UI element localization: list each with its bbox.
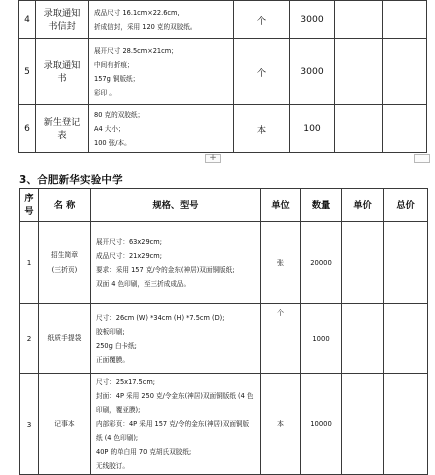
- item-spec: [89, 105, 234, 153]
- name-line: 记事本: [54, 419, 75, 428]
- spec-line: 双面 4 色印刷，至三折成成品。: [96, 279, 191, 288]
- header-name: 名 称: [39, 189, 91, 222]
- item-unit-price: [342, 222, 384, 304]
- table-row: [19, 1, 427, 39]
- item-quantity: 3000: [290, 39, 335, 105]
- item-unit-price: [335, 1, 383, 39]
- item-spec: [91, 222, 261, 304]
- table-resize-handle-icon[interactable]: [414, 154, 430, 163]
- item-unit-price: [335, 105, 383, 153]
- spec-line: 正面覆膜。: [96, 355, 129, 364]
- item-unit: 个: [261, 304, 301, 374]
- header-serial: 序号: [20, 189, 39, 222]
- item-unit: 个: [234, 1, 290, 39]
- spec-line: 中间有折痕；: [94, 60, 134, 69]
- item-unit: 本: [261, 374, 301, 475]
- header-unit-price: 单价: [342, 189, 384, 222]
- item-name: [39, 222, 91, 304]
- item-unit: 个: [234, 39, 290, 105]
- item-unit-price: [335, 39, 383, 105]
- spec-line: 展开尺寸：63x29cm;: [96, 237, 162, 246]
- header-unit: 单位: [261, 189, 301, 222]
- spec-line: 157g 铜版纸；: [94, 74, 140, 83]
- item-quantity: 1000: [301, 304, 342, 374]
- spec-line: 成品尺寸 16.1cm×22.6cm,: [94, 8, 180, 17]
- table-row: [20, 304, 428, 374]
- item-name: [39, 374, 91, 475]
- item-unit: 本: [234, 105, 290, 153]
- item-spec: [89, 1, 234, 39]
- item-total-price: [383, 39, 427, 105]
- header-total-price: 总价: [384, 189, 428, 222]
- header-spec: 规格、型号: [91, 189, 261, 222]
- item-total-price: [383, 1, 427, 39]
- table-insert-handle-icon[interactable]: +: [205, 154, 221, 163]
- spec-line: 封面：4P 采用 250 克/令金东(神居)双面铜版纸 (4 色印刷，覆亚膜);: [96, 392, 254, 414]
- section-heading: 3、合肥新华实验中学: [19, 174, 123, 186]
- spec-line: 要求：采用 157 克/令的金东(神居)双面铜版纸;: [96, 265, 235, 274]
- spec-line: 内部彩页：4P 采用 157 克/令的金东(神居)双面铜版纸 (4 色印刷);: [96, 420, 250, 442]
- spec-line: 彩印 。: [94, 88, 116, 97]
- spec-line: 40P 的单白用 70 克胡氏双胶纸;: [96, 448, 192, 456]
- item-name: 录取通知书: [36, 39, 89, 105]
- spec-line: 胶板印刷;: [96, 327, 125, 336]
- row-number: 3: [20, 374, 39, 475]
- procurement-table-top: [18, 0, 427, 153]
- spec-line: 成品尺寸：21x29cm;: [96, 251, 162, 260]
- spec-line: A4 大小；: [94, 124, 125, 133]
- procurement-table-bottom: [19, 188, 428, 475]
- spec-line: 80 克的双胶纸；: [94, 110, 145, 119]
- table-header-row: [20, 189, 428, 222]
- row-number: 6: [19, 105, 36, 153]
- spec-line: 尺寸：26cm (W) *34cm (H) *7.5cm (D);: [96, 313, 225, 322]
- spec-line: 无线胶订。: [96, 462, 129, 470]
- item-total-price: [384, 374, 428, 475]
- table-row: [20, 222, 428, 304]
- table-row: [19, 105, 427, 153]
- item-quantity: 100: [290, 105, 335, 153]
- name-line: 纸质手提袋: [47, 334, 82, 342]
- item-name: [39, 304, 91, 374]
- item-quantity: 10000: [301, 374, 342, 475]
- item-quantity: 3000: [290, 1, 335, 39]
- table-row: [20, 374, 428, 475]
- item-quantity: 20000: [301, 222, 342, 304]
- item-total-price: [384, 222, 428, 304]
- item-spec: [91, 304, 261, 374]
- item-total-price: [384, 304, 428, 374]
- spec-line: 100 张/本。: [94, 138, 131, 147]
- row-number: 5: [19, 39, 36, 105]
- item-spec: [89, 39, 234, 105]
- spec-line: 展开尺寸 28.5cm×21cm；: [94, 46, 178, 55]
- item-name: 录取通知书信封: [36, 1, 89, 39]
- table-row: [19, 39, 427, 105]
- item-name: 新生登记表: [36, 105, 89, 153]
- row-number: 4: [19, 1, 36, 39]
- item-unit-price: [342, 374, 384, 475]
- spec-line: 尺寸：25x17.5cm;: [96, 378, 156, 386]
- row-number: 2: [20, 304, 39, 374]
- item-spec: [91, 374, 261, 475]
- name-line: 招生简章: [50, 250, 79, 259]
- spec-line: 250g 白卡纸;: [96, 341, 137, 350]
- name-line: (三折页): [51, 265, 78, 274]
- spec-line: 折成信封，采用 120 克的双胶纸。: [94, 22, 197, 31]
- header-quantity: 数量: [301, 189, 342, 222]
- item-total-price: [383, 105, 427, 153]
- item-unit-price: [342, 304, 384, 374]
- item-unit: 张: [261, 222, 301, 304]
- row-number: 1: [20, 222, 39, 304]
